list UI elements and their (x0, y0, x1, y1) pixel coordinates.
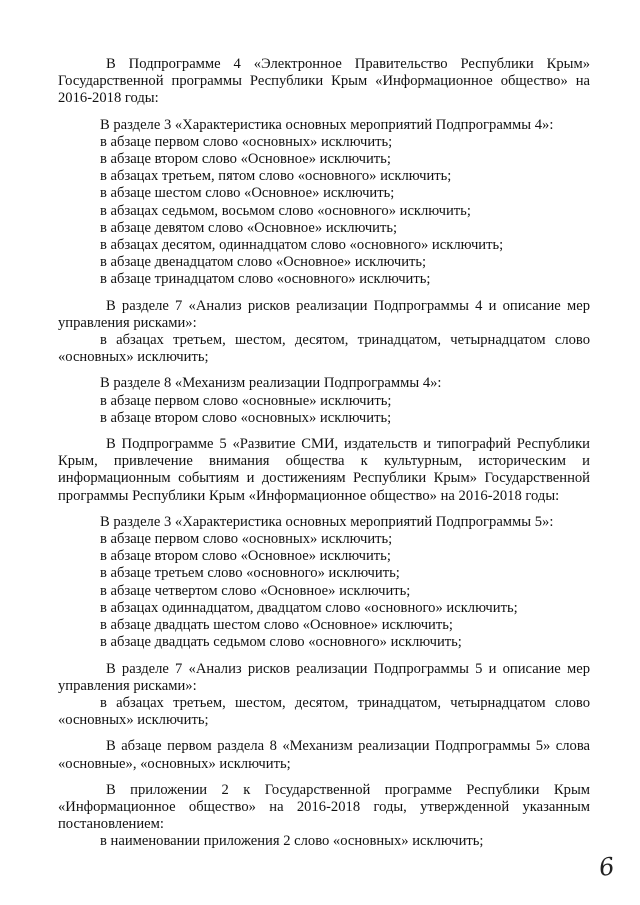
subprogram5-section7-text: в абзацах третьем, шестом, десятом, тринадцатом, четырнадцатом слово «основных» исключить; (58, 694, 590, 729)
list-item: в абзацах одиннадцатом, двадцатом слово «основного» исключить; (100, 599, 518, 616)
list-item: в абзаце третьем слово «основного» исключить; (100, 565, 400, 582)
subprogram5-section7 (58, 661, 590, 730)
subprogram4-section3-heading: В разделе 3 «Характеристика основных мероприятий Подпрограммы 4»: (100, 116, 554, 133)
list-item: в абзаце двадцать шестом слово «Основное» исключить; (100, 617, 453, 634)
appendix2 (58, 782, 590, 851)
list-item: в абзаце первом слово «основных» исключить; (100, 133, 393, 150)
subprogram4-section8 (58, 375, 590, 427)
list-item: в абзаце первом слово «основные» исключить; (100, 392, 392, 409)
list-item: в абзаце втором слово «Основное» исключить; (100, 548, 391, 565)
subprogram5-intro: В Подпрограмме 5 «Развитие СМИ, издательств и типографий Республики Крым, привлечение внимания общества к культурным, историческим и информационным событиям и достижениям Республики Крым» Государственной программы Республики Крым «Информационное общество» на 2016-2018 годы: (58, 436, 590, 504)
subprogram4-section7 (58, 298, 590, 367)
subprogram5-section3 (58, 514, 590, 652)
subprogram5-section3-heading: В разделе 3 «Характеристика основных мероприятий Подпрограммы 5»: (100, 513, 554, 530)
list-item: в абзаце двадцать седьмом слово «основного» исключить; (100, 634, 462, 651)
list-item: в абзаце первом слово «основных» исключить; (100, 531, 393, 548)
page-number: 6 (596, 852, 616, 882)
list-item: в абзацах седьмом, восьмом слово «основного» исключить; (100, 202, 471, 219)
list-item: в абзаце втором слово «основных» исключить; (100, 409, 392, 426)
subprogram4-section8-heading: В разделе 8 «Механизм реализации Подпрограммы 4»: (100, 375, 442, 392)
document-body (58, 56, 590, 860)
appendix2-item: в наименовании приложения 2 слово «основных» исключить; (100, 833, 484, 850)
list-item: в абзацах десятом, одиннадцатом слово «основного» исключить; (100, 237, 504, 254)
subprogram5-section8: В абзаце первом раздела 8 «Механизм реализации Подпрограммы 5» слова «основные», «основных» исключить; (58, 738, 590, 772)
list-item: в абзаце тринадцатом слово «основного» исключить; (100, 271, 431, 288)
appendix2-intro: В приложении 2 к Государственной программе Республики Крым «Информационное общество» на 2016-2018 годы, утвержденной указанным постановлением: (58, 781, 590, 833)
subprogram4-section7-heading: В разделе 7 «Анализ рисков реализации Подпрограммы 4 и описание мер управления рисками»: (58, 297, 590, 331)
list-item: в абзаце девятом слово «Основное» исключить; (100, 219, 398, 236)
list-item: в абзаце шестом слово «Основное» исключить; (100, 185, 395, 202)
subprogram4-section7-text: в абзацах третьем, шестом, десятом, тринадцатом, четырнадцатом слово «основных» исключить; (58, 332, 590, 366)
list-item: в абзацах третьем, пятом слово «основного» исключить; (100, 168, 452, 185)
list-item: в абзаце двенадцатом слово «Основное» исключить; (100, 254, 427, 271)
list-item: в абзаце четвертом слово «Основное» исключить; (100, 582, 411, 599)
subprogram4-section3 (58, 117, 590, 289)
subprogram5-section7-heading: В разделе 7 «Анализ рисков реализации Подпрограммы 5 и описание мер управления рисками»: (58, 660, 590, 694)
subprogram4-intro: В Подпрограмме 4 «Электронное Правительство Республики Крым» Государственной программы Республики Крым «Информационное общество» на 2016-2018 годы: (58, 56, 590, 107)
list-item: в абзаце втором слово «Основное» исключить; (100, 151, 391, 168)
